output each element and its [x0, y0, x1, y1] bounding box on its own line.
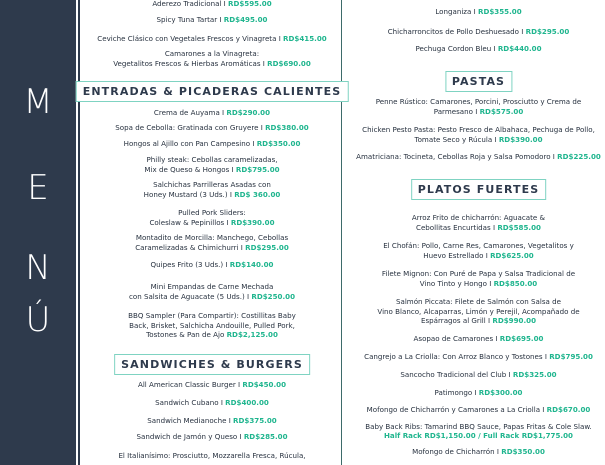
- menu-item-price: RD$ 360.00: [234, 189, 281, 199]
- menu-item: [352, 241, 605, 260]
- menu-item: [88, 155, 336, 174]
- menu-item-text: Baby Back Ribs: Tamarind BBQ Sauce, Papas Fritas & Cole Slaw.: [365, 422, 592, 431]
- menu-item-text: Filete Mignon: Con Puré de Papa y Salsa Tradicional de: [381, 269, 576, 278]
- menu-item-text: Sancocho Tradicional del Club I: [400, 370, 513, 379]
- menu-item-price: RD$375.00: [233, 416, 277, 425]
- section-heading: SANDWICHES & BURGERS: [114, 354, 310, 375]
- section-heading: ENTRADAS & PICADERAS CALIENTES: [76, 81, 349, 102]
- menu-item-price: RD$390.00: [498, 134, 543, 144]
- menu-item-text: Tomate Seco y Rúcula I: [414, 134, 499, 144]
- menu-item-text: Ceviche Clásico con Vegetales Frescos y Vinagreta I: [97, 34, 284, 43]
- menu-item-text: Salmón Piccata: Filete de Salmón con Salsa de: [395, 297, 562, 306]
- menu-item-text: BBQ Sampler (Para Compartir): Costillitas Baby: [128, 311, 296, 320]
- menu-item-price: RD$295.00: [245, 242, 289, 252]
- menu-item-price: RD$595.00: [228, 0, 272, 8]
- menu-item-price: RD$440.00: [497, 44, 542, 53]
- menu-item-text: Cebollitas Encurtidas I: [415, 222, 498, 232]
- menu-item-text: Salchichas Parrilleras Asadas con: [153, 180, 271, 189]
- menu-item-text: Sandwich Medianoche I: [147, 416, 234, 425]
- menu-item-text: Mini Empandas de Carne Mechada: [150, 282, 274, 291]
- menu-item-price: RD$225.00: [557, 152, 601, 161]
- menu-item: [88, 139, 336, 149]
- menu-item-text: Arroz Frito de chicharrón: Aguacate &: [411, 213, 546, 222]
- menu-item: [352, 44, 605, 54]
- menu-item-text: Mofongo de Chicharrón I: [412, 447, 502, 456]
- menu-sidebar: [0, 0, 80, 465]
- menu-item: [88, 123, 336, 133]
- menu-item-text: Chicharroncitos de Pollo Deshuesado I: [387, 27, 526, 36]
- menu-item-price: RD$350.00: [501, 447, 545, 456]
- menu-item-text: Spicy Tuna Tartar I: [156, 15, 224, 24]
- menu-item-text: El Italianísimo: Prosciutto, Mozzarella Fresca, Rúcula,: [118, 451, 306, 460]
- menu-item: [88, 233, 336, 252]
- menu-item-price: RD$575.00: [479, 106, 524, 116]
- menu-item: [88, 398, 336, 408]
- menu-item-price: RD$250.00: [251, 291, 296, 301]
- menu-item-text: Sopa de Cebolla: Gratinada con Gruyere I: [115, 123, 266, 132]
- menu-item-text: Coleslaw & Pepinillos I: [149, 217, 231, 227]
- menu-item-price: RD$390.00: [230, 217, 275, 227]
- menu-item-text: Sandwich Cubano I: [155, 398, 226, 407]
- menu-item-text: Caramelizadas & Chimichurri I: [135, 242, 246, 252]
- menu-item: [88, 451, 336, 461]
- menu-item-price: RD$400.00: [225, 398, 269, 407]
- menu-item-price: RD$670.00: [546, 405, 591, 414]
- menu-item-text: Camarones a la Vinagreta:: [164, 49, 260, 58]
- menu-item-price: RD$690.00: [267, 58, 311, 68]
- menu-item: [88, 432, 336, 442]
- menu-item-text: El Chofán: Pollo, Carne Res, Camarones, Vegetalitos y: [383, 241, 574, 250]
- menu-item-text: Vino Blanco, Alcaparras, Limón y Perejil, Acompañado de: [377, 306, 580, 316]
- menu-item-text: Pulled Pork Sliders:: [178, 208, 246, 217]
- menu-item-price: RD$450.00: [242, 380, 287, 389]
- menu-item-text: Cangrejo a La Criolla: Con Arroz Blanco y Tostones I: [364, 352, 550, 361]
- menu-item-price: RD$290.00: [226, 108, 271, 117]
- column-divider: [341, 0, 342, 465]
- menu-item-price: RD$350.00: [256, 139, 301, 148]
- menu-item-price: RD$325.00: [512, 370, 557, 379]
- menu-item-text: Espárragos al Grill I: [420, 316, 493, 326]
- right-column: [352, 0, 605, 465]
- menu-item: [352, 405, 605, 415]
- menu-item-price: RD$380.00: [265, 123, 309, 132]
- sidebar-letter: Ú: [25, 300, 51, 340]
- sidebar-letter: M: [23, 82, 53, 122]
- menu-item-text: Asopao de Camarones I: [413, 334, 500, 343]
- menu-item-price: RD$990.00: [492, 316, 537, 326]
- left-column: [82, 0, 342, 465]
- menu-item-price: RD$695.00: [499, 334, 544, 343]
- menu-item: [88, 108, 336, 118]
- menu-item-text: Chicken Pesto Pasta: Pesto Fresco de Albahaca, Pechuga de Pollo,: [362, 125, 595, 134]
- menu-item-text: Mofongo de Chicharrón y Camarones a La Criolla I: [366, 405, 547, 414]
- menu-item-text: Amatriciana: Tocineta, Cebollas Roja y Salsa Pomodoro I: [356, 152, 558, 161]
- menu-item: [88, 380, 336, 390]
- menu-item-text: Parmesano I: [433, 106, 480, 116]
- menu-item: [352, 125, 605, 144]
- menu-item-text: con Salsita de Aguacate (5 Uds.) I: [128, 291, 252, 301]
- menu-item: [352, 269, 605, 288]
- menu-item-price: RD$415.00: [283, 34, 327, 43]
- menu-item: [88, 15, 336, 25]
- menu-item: [352, 431, 605, 441]
- menu-item-price: RD$2,125.00: [226, 330, 278, 340]
- menu-item-text: Quipes Frito (3 Uds.) I: [150, 260, 230, 269]
- menu-item-text: Back, Brisket, Salchicha Andouille, Pulled Pork,: [129, 320, 295, 330]
- section-heading: PLATOS FUERTES: [411, 179, 547, 200]
- menu-item: [88, 180, 336, 199]
- menu-item-text: Longaniza I: [435, 7, 478, 16]
- menu-item: [352, 152, 605, 162]
- menu-item-text: Vino Tinto y Hongo I: [419, 278, 494, 288]
- sidebar-stripe: [76, 0, 78, 465]
- menu-item-text: Penne Rústico: Camarones, Porcini, Prosciutto y Crema de: [375, 97, 582, 106]
- menu-item-price: RD$850.00: [493, 278, 538, 288]
- menu-item-text: Huevo Estrellado I: [423, 250, 491, 260]
- menu-item-price: RD$795.00: [235, 164, 280, 174]
- menu-item: [352, 352, 605, 362]
- menu-item: [352, 7, 605, 17]
- menu-item-text: Mix de Queso & Hongos I: [144, 164, 236, 174]
- menu-item-price: RD$300.00: [478, 388, 523, 397]
- menu-item-text: Tostones & Pan de Ajo: [146, 330, 227, 340]
- menu-item: [352, 388, 605, 398]
- menu-item-price: RD$140.00: [229, 260, 274, 269]
- menu-item-price: RD$495.00: [223, 15, 268, 24]
- menu-item: [352, 447, 605, 457]
- menu-item-text: Patimongo I: [434, 388, 479, 397]
- menu-item-price: Half Rack RD$1,150.00 / Full Rack RD$1,775.00: [384, 431, 573, 440]
- menu-item: [88, 208, 336, 227]
- menu-item-price: RD$585.00: [497, 222, 541, 232]
- menu-item-price: RD$625.00: [490, 250, 534, 260]
- menu-item-text: Aderezo Tradicional I: [152, 0, 229, 8]
- menu-item: [352, 370, 605, 380]
- menu-item-text: Pechuga Cordon Bleu I: [415, 44, 498, 53]
- menu-item: [352, 334, 605, 344]
- menu-item-text: Sandwich de Jamón y Queso I: [136, 432, 244, 441]
- menu-item-price: RD$795.00: [549, 352, 593, 361]
- menu-item-text: Hongos al Ajillo con Pan Campesino I: [123, 139, 257, 148]
- menu-item-text: Philly steak: Cebollas caramelizadas,: [146, 155, 278, 164]
- menu-item: [352, 213, 605, 232]
- menu-item-price: RD$355.00: [477, 7, 522, 16]
- menu-item: [88, 416, 336, 426]
- menu-item: [88, 0, 336, 9]
- section-heading: PASTAS: [445, 71, 512, 92]
- menu-item-text: Crema de Auyama I: [153, 108, 227, 117]
- menu-item: [352, 97, 605, 116]
- menu-item: [88, 282, 336, 301]
- menu-item-text: Honey Mustard (3 Uds.) I: [143, 189, 235, 199]
- menu-item-text: All American Classic Burger I: [137, 380, 243, 389]
- menu-item-price: RD$295.00: [525, 27, 570, 36]
- menu-item: [352, 297, 605, 326]
- sidebar-letter: N: [25, 248, 51, 288]
- menu-item-text: Vegetalitos Frescos & Hierbas Aromáticas I: [113, 58, 268, 68]
- sidebar-letter: E: [27, 168, 49, 208]
- menu-item-price: RD$285.00: [243, 432, 288, 441]
- menu-item: [88, 260, 336, 270]
- menu-item-text: Montadito de Morcilla: Manchego, Cebollas: [135, 233, 289, 242]
- menu-item: [88, 49, 336, 68]
- menu-item: [88, 34, 336, 44]
- menu-item: [352, 27, 605, 37]
- menu-item: [88, 311, 336, 340]
